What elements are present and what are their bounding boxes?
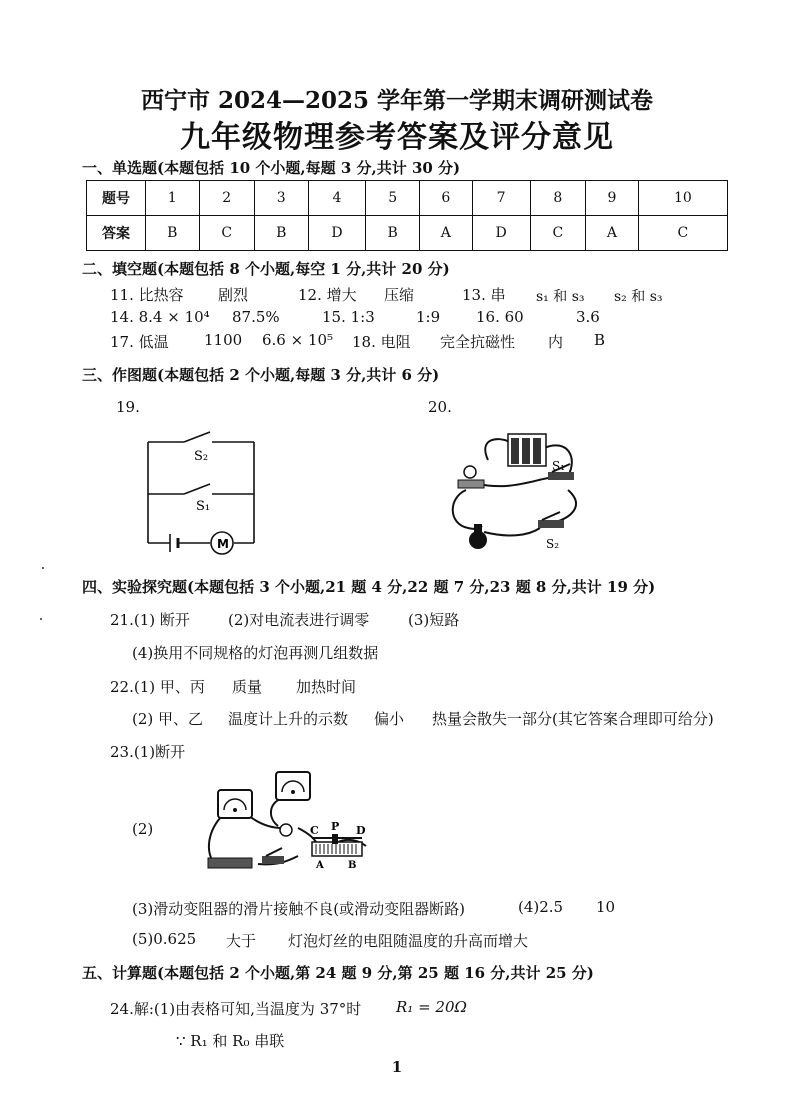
section4-heading: 四、实验探究题(本题包括 3 个小题,21 题 4 分,22 题 7 分,23 题 8 分,共计 19 分): [82, 578, 656, 596]
physical-circuit-23: [198, 768, 378, 880]
answer-q21-2: (2)对电流表进行调零: [228, 611, 370, 629]
table-cell: 7: [472, 181, 530, 216]
terminal-c-label: C: [310, 824, 319, 837]
table-cell: B: [146, 216, 200, 251]
table-cell: A: [419, 216, 472, 251]
answer-q18b: 完全抗磁性: [440, 333, 516, 351]
answer-q23-5: (5)0.625: [132, 930, 197, 948]
table-cell: 1: [146, 181, 200, 216]
motor-shaft-icon: [474, 524, 482, 532]
row-label-answer: 答案: [87, 216, 146, 251]
answer-q17: 17. 低温: [110, 333, 169, 351]
row-label-number: 题号: [87, 181, 146, 216]
margin-dot: [40, 618, 42, 620]
voltmeter-icon: [218, 790, 252, 818]
answer-q18d: B: [594, 331, 606, 349]
answer-q22-1: 22.(1) 甲、丙: [110, 678, 205, 696]
answer-q23-1: 23.(1)断开: [110, 743, 186, 761]
section1-heading: 一、单选题(本题包括 10 个小题,每题 3 分,共计 30 分): [82, 159, 461, 177]
table-cell: 2: [199, 181, 255, 216]
switch-icon: [262, 856, 284, 864]
switch-s1-label: S₁: [552, 459, 566, 473]
answer-q17c: 6.6 × 10⁵: [262, 331, 334, 349]
circuit-diagram-19: [140, 430, 270, 560]
cell-icon: [533, 438, 541, 464]
table-cell: B: [366, 216, 420, 251]
answer-q11: 11. 比热容: [110, 286, 184, 304]
switch-s1-icon: [548, 472, 574, 480]
answer-q16b: 3.6: [576, 308, 600, 326]
switch-s2-icon: [538, 520, 564, 528]
answer-q24-line1: 24.解:(1)由表格可知,当温度为 37°时: [110, 1000, 362, 1018]
ammeter-icon: [276, 772, 310, 800]
answer-q24-r1: R₁ = 20Ω: [396, 998, 467, 1016]
battery-pack-icon: [208, 858, 252, 868]
terminal-d-label: D: [356, 824, 366, 837]
table-cell: 6: [419, 181, 472, 216]
cell-icon: [522, 438, 530, 464]
table-cell: 3: [255, 181, 309, 216]
cell-icon: [511, 438, 519, 464]
table-row-answers: [87, 216, 728, 251]
answer-q14: 14. 8.4 × 10⁴: [110, 308, 210, 326]
answer-q21-4: (4)换用不同规格的灯泡再测几组数据: [132, 644, 379, 662]
answer-q18c: 内: [548, 333, 564, 351]
exam-title: 西宁市 2024—2025 学年第一学期末调研测试卷: [140, 87, 654, 114]
answer-q22-2: (2) 甲、乙: [132, 710, 204, 728]
section3-heading: 三、作图题(本题包括 2 个小题,每题 3 分,共计 6 分): [82, 366, 440, 384]
bulb-icon: [464, 466, 476, 478]
table-cell: A: [586, 216, 639, 251]
bulb-icon: [280, 824, 292, 836]
switch-lever-icon: [266, 848, 282, 856]
answer-q22-2c: 偏小: [374, 710, 405, 728]
answer-q21-1: 21.(1) 断开: [110, 611, 190, 629]
physical-circuit-20: [448, 428, 598, 556]
table-cell: C: [638, 216, 727, 251]
answer-q23-5c: 灯泡灯丝的电阻随温度的升高而增大: [288, 932, 529, 950]
table-cell: 4: [308, 181, 366, 216]
switch-s1-label: S₁: [196, 499, 211, 514]
page-number: 1: [391, 1058, 403, 1076]
table-cell: 10: [638, 181, 727, 216]
answer-q13c: s₂ 和 s₃: [614, 289, 663, 305]
answer-q11b: 剧烈: [218, 286, 249, 304]
answer-key-title: 九年级物理参考答案及评分意见: [180, 120, 614, 155]
answer-q21-3: (3)短路: [408, 611, 460, 629]
switch-s2-label: S₂: [194, 449, 209, 464]
answer-q14b: 87.5%: [232, 308, 280, 326]
answer-q23-3: (3)滑动变阻器的滑片接触不良(或滑动变阻器断路): [132, 900, 465, 918]
rheostat-slider-icon: [332, 834, 338, 844]
bulb-base-icon: [458, 480, 484, 488]
answer-q12b: 压缩: [384, 286, 415, 304]
answer-q17b: 1100: [204, 331, 243, 349]
table-cell: D: [308, 216, 366, 251]
answer-q15b: 1:9: [416, 308, 441, 326]
switch-s2-lever-icon: [542, 512, 560, 520]
table-cell: 8: [530, 181, 586, 216]
section5-heading: 五、计算题(本题包括 2 个小题,第 24 题 9 分,第 25 题 16 分,共计 25 分): [82, 964, 594, 982]
question-20-label: 20.: [428, 398, 452, 416]
terminal-p-label: P: [331, 820, 340, 833]
table-cell: 5: [366, 181, 420, 216]
terminal-b-label: B: [348, 860, 357, 871]
answer-q22-2d: 热量会散失一部分(其它答案合理即可给分): [432, 710, 714, 728]
answer-q23-4b: 10: [596, 898, 616, 916]
answer-table: [86, 180, 728, 251]
motor-label: M: [217, 537, 229, 551]
answer-q23-2: (2): [132, 820, 154, 838]
margin-dot: [42, 567, 44, 569]
table-cell: 9: [586, 181, 639, 216]
answer-q23-5b: 大于: [226, 932, 257, 950]
answer-q13b: s₁ 和 s₃: [536, 289, 585, 305]
table-cell: D: [472, 216, 530, 251]
answer-q22-1b: 质量: [232, 678, 263, 696]
answer-q24-line2: ∵ R₁ 和 R₀ 串联: [176, 1032, 285, 1050]
terminal-a-label: A: [316, 860, 324, 871]
table-cell: C: [530, 216, 586, 251]
answer-q12: 12. 增大: [298, 286, 357, 304]
question-19-label: 19.: [116, 398, 140, 416]
switch-s2-label: S₂: [546, 537, 560, 551]
answer-q13: 13. 串: [462, 286, 506, 304]
answer-q15: 15. 1:3: [322, 308, 375, 326]
table-cell: B: [255, 216, 309, 251]
answer-q22-2b: 温度计上升的示数: [228, 710, 349, 728]
answer-q18: 18. 电阻: [352, 333, 411, 351]
motor-icon: [469, 531, 487, 549]
answer-q22-1c: 加热时间: [296, 678, 357, 696]
answer-q16: 16. 60: [476, 308, 524, 326]
section2-heading: 二、填空题(本题包括 8 个小题,每空 1 分,共计 20 分): [82, 260, 450, 278]
table-cell: C: [199, 216, 255, 251]
table-row-numbers: [87, 181, 728, 216]
answer-q23-4: (4)2.5: [518, 898, 564, 916]
